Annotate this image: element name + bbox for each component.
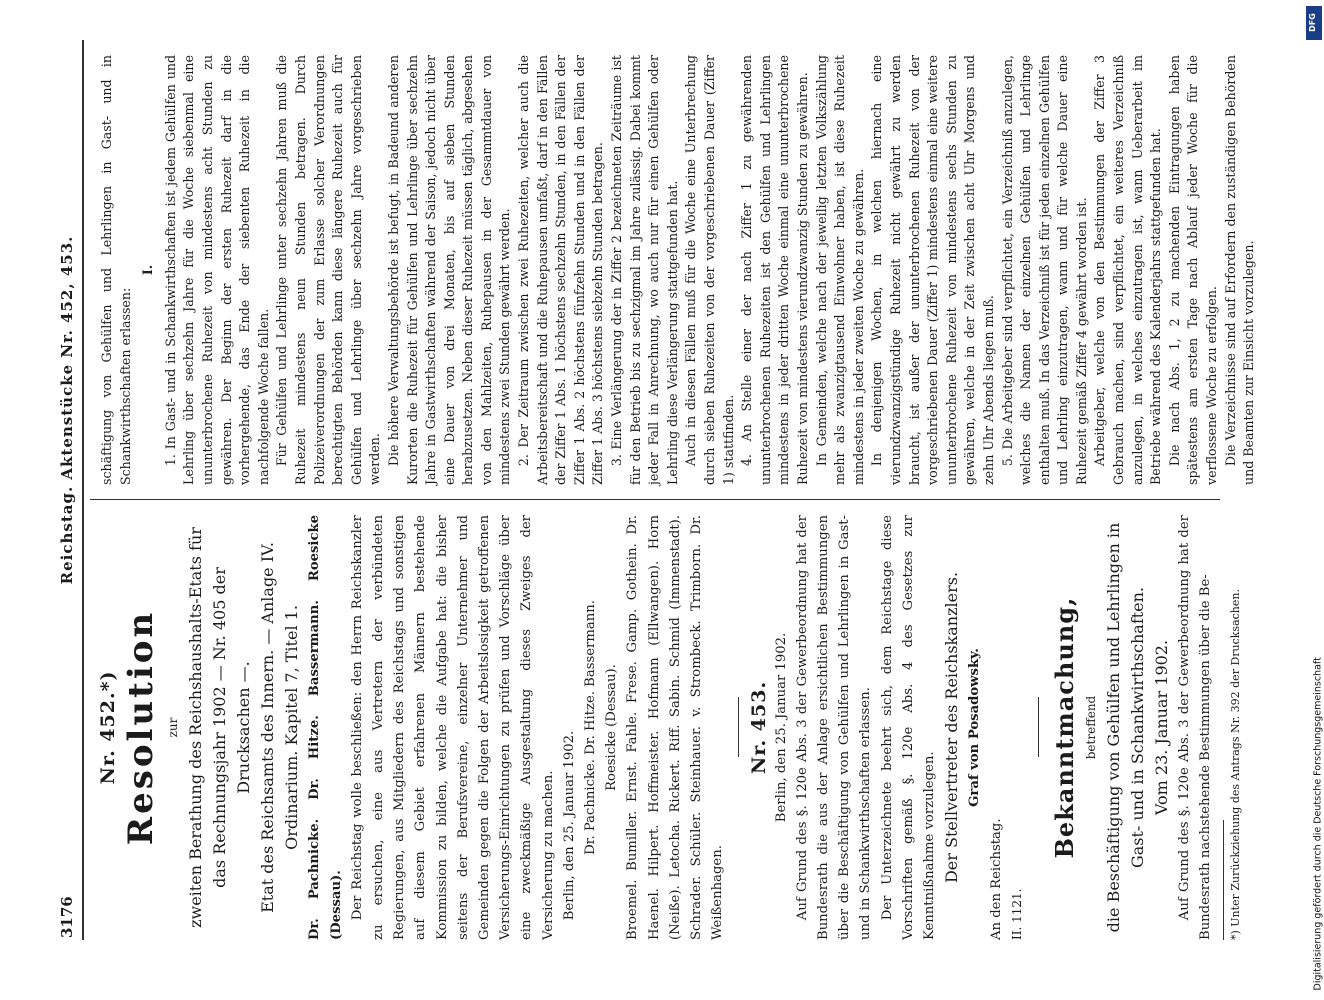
paragraph-13: Die Verzeichnisse sind auf Erfordern den zuständigen Behörden und Beamten zur Einsicht vorzulegen. <box>1222 55 1257 485</box>
supporters-list: Broemel. Bumiller. Ernst. Fahle. Frese. Gamp. Gothein. Dr. Haenel. Hilpert. Hoffmeister. Hofmann (Ellwangen). Horn (Neiße). Letocha. Rickert. Riff. Sabin. Schmid (Immenstadt). Schrader. Schüler. Steinhauer. v. Strombeck. Trimborn. Dr. Weißenhagen. <box>625 515 726 940</box>
digitization-credit <box>1314 470 1324 1000</box>
paragraph-6: Auch in diesen Fällen muß für die Woche eine Unterbrechung durch sieben Ruhezeiten von der vorgeschriebenen Dauer (Ziffer 1) stattfinden. <box>683 55 736 485</box>
footnote-rule <box>1223 820 1224 940</box>
signatory-graf: Graf von Posadowsky. <box>967 648 983 807</box>
beratung-text: zweiten Berathung des Reichshaushalts-Etats für das Rechnungsjahr 1902 — Nr. 405 der Drucksachen —. <box>186 527 254 928</box>
section-rule-2 <box>1038 698 1039 758</box>
intro-text: schäftigung von Gehülfen und Lehrlingen in Gast- und in Schankwirthschaften erlassen: <box>99 55 133 485</box>
paragraph-1: 1. In Gast- und in Schankwirthschaften ist jedem Gehülfen und Lehrling über sechzehn Jahre für die Woche siebenmal eine ununterbrochene Ruhezeit von mindestens acht Stunden zu gewähren. Der Beginn der ersten Ruhezeit darf in die vorhergehende, das Ende der siebenten Ruhezeit in die nachfolgende Woche fallen. <box>162 55 271 485</box>
signature-2: Roesicke (Dessau). <box>604 664 620 791</box>
paragraph-2: Für Gehülfen und Lehrlinge unter sechzehn Jahren muß die Ruhezeit mindestens neun Stunden betragen. Durch Polizeiverordnungen der zum Erlasse solcher Verordnungen berechtigten Behörden kann diese längere Ruhezeit auch für Gehülfen und Lehrlinge über sechzehn Jahre vorgeschrieben werden. <box>274 55 383 485</box>
betreffend-label: betreffend <box>1083 695 1098 760</box>
bekanntmachung-date: Vom 23. Januar 1902. <box>1152 639 1172 816</box>
dfg-logo <box>1306 6 1322 40</box>
unterzeichnete-text: Der Unterzeichnete beehrt sich, dem Reichstage diese Vorschriften gemäß §. 120e Abs. 4 des Gesetzes zur Kenntnißnahme vorzulegen. <box>879 515 938 940</box>
dfg-logo-text: DFG <box>1307 13 1317 32</box>
page-header: Reichstag. Aktenstücke Nr. 452, 453. <box>58 235 76 585</box>
section-roman: I. <box>140 264 156 276</box>
auf-grund-text: Auf Grund des §. 120e Abs. 3 der Gewerbeordnung hat der Bundesrath die aus der Anlage ersichtlichen Bestimmungen über die Beschäftigung von Gehülfen und Lehrlingen in Gast- und in Schankwirthschaften erlassen. <box>794 515 874 940</box>
right-column <box>98 55 1259 485</box>
column-divider <box>90 499 1220 500</box>
footnote: *) Unter Zurückziehung des Antrags Nr. 392 der Drucksachen. <box>1228 589 1242 940</box>
addressee: An den Reichstag. <box>988 818 1004 940</box>
paragraph-10: 5. Die Arbeitgeber sind verpflichtet, ein Verzeichniß anzulegen, welches die Namen der einzelnen Gehülfen und Lehrlinge enthalten muß. In das Verzeichniß ist für jeden einzelnen Gehülfen und Lehrling einzutragen, wann und für welche Dauer eine Ruhezeit gemäß Ziffer 4 gewährt worden ist. <box>999 55 1089 485</box>
stellvertreter: Der Stellvertreter des Reichskanzlers. <box>942 571 962 884</box>
paragraph-8: In Gemeinden, welche nach der jeweilig letzten Volkszählung mehr als zwanzigtausend Einwohner haben, ist diese Ruhezeit mindestens in jeder zweiten Woche zu gewähren. <box>813 55 866 485</box>
nr453-heading: Nr. 453. <box>748 680 771 775</box>
paragraph-5: 3. Eine Verlängerung der in Ziffer 2 bezeichneten Zeiträume ist für den Betrieb bis zu sechzigmal im Jahre zulässig. Dabei kommt jeder Fall in Anrechnung, wo auch nur für einen Gehülfen oder Lehrling diese Verlängerung stattgefunden hat. <box>609 55 680 485</box>
paragraph-11: Arbeitgeber, welche von den Bestimmungen der Ziffer 3 Gebrauch machen, sind verpflichtet, ein weiteres Verzeichniß anzulegen, in welches einzutragen ist, wann Ueberarbeit im Betriebe während des Kalenderjahrs stattgefunden hat. <box>1092 55 1164 485</box>
paragraph-4: 2. Der Zeitraum zwischen zwei Ruhezeiten, welcher auch die Arbeitsbereitschaft und die Ruhepausen umfaßt, darf in den Fällen der Ziffer 1 Abs. 1 höchstens sechzehn Stunden, in den Fällen der Ziffer 1 Abs. 2 höchstens fünfzehn Stunden und in den Fällen der Ziffer 1 Abs. 3 höchstens siebzehn Stunden betragen. <box>516 55 606 485</box>
paragraph-12: Die nach Abs. 1, 2 zu machenden Eintragungen haben spätestens am ersten Tage nach Ablauf jeder Woche für die verflossene Woche zu erfolgen. <box>1166 55 1220 485</box>
resolution-body: Der Reichstag wolle beschließen: den Herrn Reichskanzler zu ersuchen, eine aus Vertretern der verbündeten Regierungen, aus Mitgliedern des Reichstags und sonstigen auf diesem Gebiet erfahrenen Männern bestehende Kommission zu bilden, welche die Aufgabe hat: die bisher seitens der Berufsvereine, einzelner Unternehmer und Gemeinden gegen die Folgen der Arbeitslosigkeit getroffenen Versicherungs-Einrichtungen zu prüfen und Vorschläge über eine zweckmäßige Ausgestaltung dieses Zweiges der Versicherung zu machen. <box>349 515 556 940</box>
bekanntmachung-subject: die Beschäftigung von Gehülfen und Lehrlingen in Gast- und in Schankwirthschaften. <box>1104 522 1148 933</box>
paragraph-7: 4. An Stelle einer der nach Ziffer 1 zu gewährenden ununterbrochenen Ruhezeiten ist den Gehülfen und Lehrlingen mindestens in jeder dritten Woche einmal eine ununterbrochene Ruhezeit von mindestens vierundzwanzig Stunden zu gewähren. <box>739 55 810 485</box>
signature-1: Dr. Pachnicke. Dr. Hitze. Bassermann. <box>583 600 599 855</box>
zur-label: zur <box>166 717 181 738</box>
section-rule <box>738 698 739 758</box>
header-rule <box>82 40 84 940</box>
bekanntmachung-title: Bekanntmachung, <box>1049 596 1079 859</box>
paragraph-3: Die höhere Verwaltungsbehörde ist befugt, in Badeund anderen Kurorten die Ruhezeit für Gehülfen und Lehrlinge über sechzehn Jahre in Gastwirthschaften während der Saison, jedoch nicht über eine Dauer von drei Monaten, bis auf sieben Stunden herabzusetzen. Neben dieser Ruhezeit müssen täglich, abgesehen von den Mahlzeiten, Ruhepausen in der Gesammtdauer von mindestens zwei Stunden gewährt werden. <box>385 55 513 485</box>
digitization-credit-text: Digitalisierung gefördert durch die Deutsche Forschungsgemeinschaft <box>1312 657 1324 991</box>
movers-line: Dr. Pachnicke. Dr. Hitze. Bassermann. Roesicke (Dessau). <box>307 515 344 940</box>
nr452-heading: Nr. 452.*) <box>97 670 119 785</box>
date-2: Berlin, den 25. Januar 1902. <box>773 632 789 823</box>
resolution-title: Resolution <box>121 609 162 846</box>
page-number: 3176 <box>58 896 76 938</box>
bekanntmachung-text: Auf Grund des §. 120e Abs. 3 der Gewerbeordnung hat der Bundesrath nachstehende Bestimmungen über die Be- <box>1177 515 1214 940</box>
etat-text: Etat des Reichsamts des Innern. — Anlage IV. Ordinarium. Kapitel 7, Titel 1. <box>258 542 302 913</box>
left-column <box>98 515 1244 940</box>
reference-number: II. 1121. <box>1009 888 1024 940</box>
date-1: Berlin, den 25. Januar 1902. <box>561 730 577 921</box>
paragraph-9: In denjenigen Wochen, in welchen hiernach eine vierundzwanzigstündige Ruhezeit nicht gewährt zu werden braucht, ist außer der ununterbrochenen Ruhezeit von der vorgeschriebenen Dauer (Ziffer 1) mindestens einmal eine weitere ununterbrochene Ruhezeit von mindestens sechs Stunden zu gewähren, welche in der Zeit zwischen acht Uhr Morgens und zehn Uhr Abends liegen muß. <box>869 55 996 485</box>
